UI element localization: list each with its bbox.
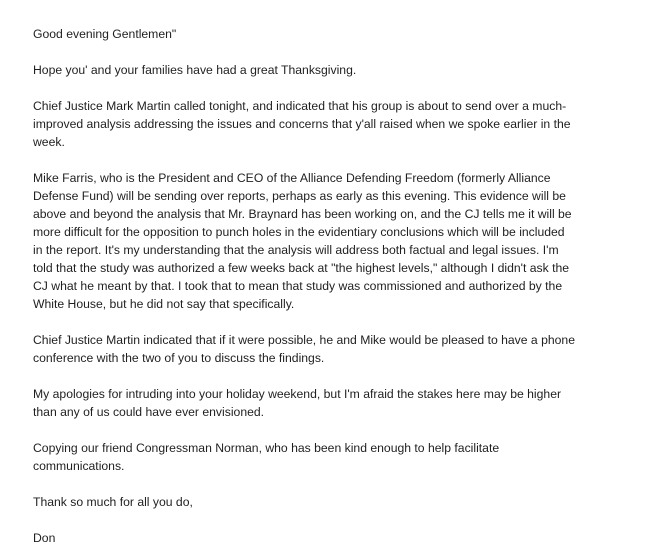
email-body: [33, 25, 633, 547]
paragraph-line: above and beyond the analysis that Mr. Braynard has been working on, and the CJ tells me it will be: [33, 207, 572, 221]
closing-line: [33, 493, 633, 511]
paragraph-line: Thank so much for all you do,: [33, 495, 193, 509]
paragraph-line: told that the study was authorized a few weeks back at "the highest levels," although I didn't ask the: [33, 261, 570, 275]
paragraph-chief-justice-call: [33, 97, 633, 151]
paragraph-line: Chief Justice Martin indicated that if it were possible, he and Mike would be pleased to have a phone: [33, 333, 575, 347]
paragraph-line: Chief Justice Mark Martin called tonight, and indicated that his group is about to send over a much-: [33, 99, 567, 113]
paragraph-thanksgiving: [33, 61, 633, 79]
paragraph-line: White House, but he did not say that specifically.: [33, 297, 295, 311]
paragraph-line: more difficult for the opposition to punch holes in the evidentiary conclusions which will be included: [33, 225, 565, 239]
paragraph-line: improved analysis addressing the issues and concerns that y'all raised when we spoke earlier in the: [33, 117, 571, 131]
paragraph-apologies: [33, 385, 633, 421]
paragraph-line: in the report. It's my understanding that the analysis will address both factual and legal issues. I'm: [33, 243, 559, 257]
signature: [33, 529, 633, 547]
paragraph-line: Hope you' and your families have had a great Thanksgiving.: [33, 63, 357, 77]
paragraph-line: Defense Fund) will be sending over reports, perhaps as early as this evening. This evidence will be: [33, 189, 566, 203]
paragraph-line: conference with the two of you to discuss the findings.: [33, 351, 325, 365]
paragraph-mike-farris: [33, 169, 633, 313]
paragraph-line: week.: [33, 135, 65, 149]
paragraph-line: Copying our friend Congressman Norman, who has been kind enough to help facilitate: [33, 441, 500, 455]
signature-name: Don: [33, 531, 56, 545]
paragraph-copying-congressman: [33, 439, 633, 475]
greeting-line: Good evening Gentlemen": [33, 27, 177, 41]
paragraph-line: Mike Farris, who is the President and CEO of the Alliance Defending Freedom (formerly Alliance: [33, 171, 551, 185]
paragraph-line: CJ what he meant by that. I took that to mean that study was commissioned and authorized by the: [33, 279, 563, 293]
greeting: [33, 25, 633, 43]
paragraph-line: communications.: [33, 459, 125, 473]
paragraph-line: than any of us could have ever envisioned.: [33, 405, 265, 419]
paragraph-line: My apologies for intruding into your holiday weekend, but I'm afraid the stakes here may be higher: [33, 387, 562, 401]
paragraph-phone-conference: [33, 331, 633, 367]
